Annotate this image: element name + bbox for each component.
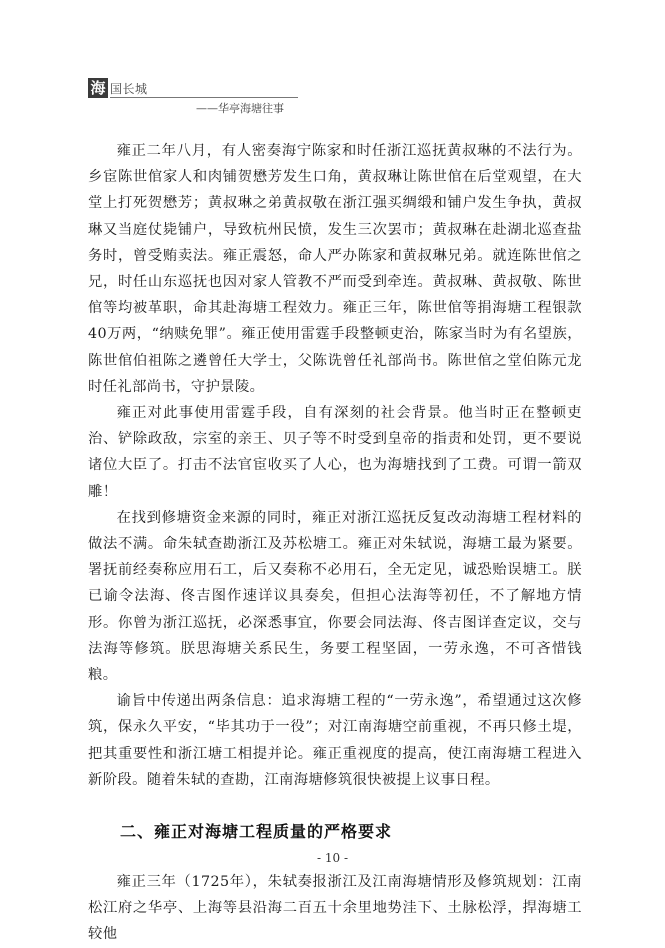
section-heading: 二、雍正对海塘工程质量的严格要求 bbox=[120, 822, 393, 842]
header-title: 国长城 bbox=[110, 82, 148, 96]
header-logo: 海 bbox=[88, 78, 108, 98]
paragraph-4: 谕旨中传递出两条信息：追求海塘工程的“一劳永逸”，希望通过这次修筑，保永久平安，“毕其功于一役”；对江南海塘空前重视，不再只修土堤，把其重要性和浙江塘工相提并论。雍正重视度的提高，使江南海塘工程进入新阶段。随着朱轼的查勘，江南海塘修筑很快被提上议事日程。 bbox=[88, 693, 582, 788]
body-text bbox=[88, 138, 582, 948]
paragraph-1: 雍正二年八月，有人密奏海宁陈家和时任浙江巡抚黄叔琳的不法行为。乡宦陈世倌家人和肉铺贺懋芳发生口角，黄叔琳让陈世倌在后堂观望，在大堂上打死贺懋芳；黄叔琳之弟黄叔敬在浙江强买绸缎和铺户发生争执，黄叔琳又当庭仗毙铺户，导致杭州民愤，发生三次罢市；黄叔琳在赴湖北巡查盐务时，曾受贿卖法。雍正震怒，命人严办陈家和黄叔琳兄弟。就连陈世倌之兄，时任山东巡抚也因对家人管教不严而受到牵连。黄叔琳、黄叔敬、陈世倌等均被革职，命其赴海塘工程效力。雍正三年，陈世倌等捐海塘工程银款40万两，“纳赎免罪”。雍正使用雷霆手段整顿吏治，陈家当时为有名望族，陈世倌伯祖陈之遴曾任大学士，父陈诜曾任礼部尚书。陈世倌之堂伯陈元龙时任礼部尚书，守护景陵。 bbox=[88, 143, 582, 395]
paragraph-3: 在找到修塘资金来源的同时，雍正对浙江巡抚反复改动海塘工程材料的做法不满。命朱轼查勘浙江及苏松塘工。雍正对朱轼说，海塘工最为紧要。署抚前经奏称应用石工，后又奏称不必用石，全无定见，诚恐贻误塘工。朕已谕令法海、佟吉图作速详议具奏矣，但担心法海等初任，不了解地方情形。你曾为浙江巡抚，必深悉事宜，你要会同法海、佟吉图详查定议，交与法海等修筑。朕思海塘关系民生，务要工程坚固，一劳永逸，不可吝惜钱粮。 bbox=[88, 509, 582, 684]
paragraph-2: 雍正对此事使用雷霆手段，自有深刻的社会背景。他当时正在整顿吏治、铲除政敌，宗室的亲王、贝子等不时受到皇帝的指责和处罚，更不要说诸位大臣了。打击不法官宦收买了人心，也为海塘找到了工费。可谓一箭双雕！ bbox=[88, 405, 582, 500]
paragraph-5: 雍正三年（1725年），朱轼奏报浙江及江南海塘情形及修筑规划：江南松江府之华亭、上海等县沿海二百五十余里地势洼下、土脉松浮，捍海塘工较他 bbox=[88, 874, 582, 943]
header-subtitle: ——华亭海塘往事 bbox=[196, 102, 284, 115]
page-number: - 10 - bbox=[316, 851, 348, 865]
running-header bbox=[88, 78, 303, 118]
header-divider bbox=[110, 97, 298, 98]
